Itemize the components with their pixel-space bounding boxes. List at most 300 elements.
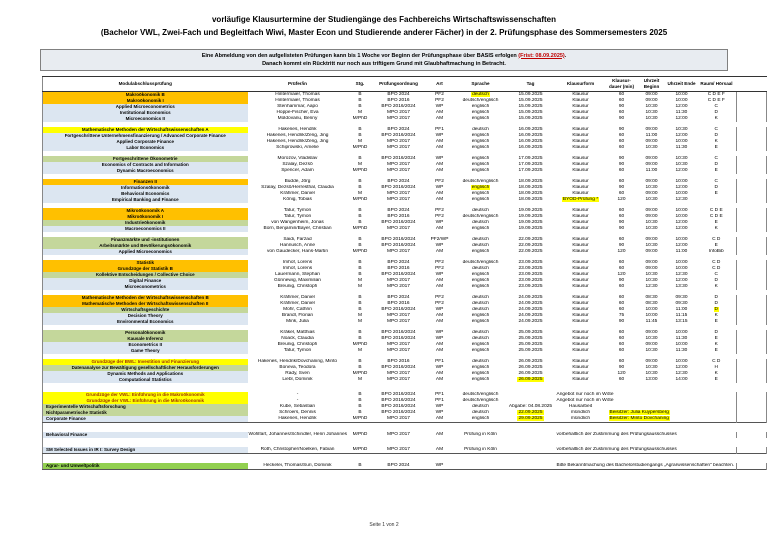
notice-line1 bbox=[41, 52, 727, 60]
cell-stg: M bbox=[358, 138, 362, 144]
cell-sprache: deutsch/englisch bbox=[462, 178, 499, 184]
cell-beginn: 10:30 bbox=[645, 115, 658, 121]
cell-ende: 11:30 bbox=[675, 335, 688, 341]
cell-sprache: englisch bbox=[471, 271, 490, 277]
cell-stg: M/PhD bbox=[352, 115, 368, 121]
cell-stg: M/PhD bbox=[352, 225, 368, 231]
cell-dauer: 90 bbox=[618, 364, 625, 370]
table-row bbox=[43, 260, 767, 266]
column-header-Raum/ Hörsaal: Raum/ Hörsaal bbox=[697, 77, 737, 91]
cell-stg: M bbox=[358, 318, 362, 324]
cell-pruefer: Hannusch, Anne bbox=[279, 242, 316, 248]
cell-raum: D bbox=[714, 277, 718, 283]
cell-raum: E bbox=[714, 376, 718, 382]
cell-po: BPO 2016 bbox=[387, 265, 410, 271]
cell-dauer: 60 bbox=[618, 283, 625, 289]
cell-sprache: englisch bbox=[471, 109, 490, 115]
row-spacer bbox=[43, 423, 767, 432]
cell-ende: 12:30 bbox=[675, 370, 688, 376]
cell-sprache: englisch bbox=[471, 312, 490, 318]
cell-ende: 10:00 bbox=[675, 358, 688, 364]
cell-sprache: englisch bbox=[471, 376, 490, 382]
cell-module: Computational Statistics bbox=[43, 377, 248, 383]
cell-stg: M/PhD bbox=[352, 431, 368, 437]
cell-pruefer: Günnewig, Maximilian bbox=[274, 277, 321, 283]
highlight-note: Beisitzer: Julia Kuypersberg bbox=[609, 409, 669, 415]
cell-tag: 19.09.2025 bbox=[518, 207, 543, 213]
cell-po: BPO 2016/2024 bbox=[381, 132, 416, 138]
cell-art: WP bbox=[435, 364, 444, 370]
table-row bbox=[43, 266, 767, 272]
cell-note: Angebot nur noch im WiSe bbox=[556, 391, 614, 397]
cell-module: Econometrics II bbox=[43, 342, 248, 348]
cell-pruefer: Hakenes, Hendrik/Zeng, Jing bbox=[266, 132, 329, 138]
cell-sprache: deutsch/englisch bbox=[462, 97, 499, 103]
cell-art: WP bbox=[435, 242, 444, 248]
cell-art: WP bbox=[435, 184, 444, 190]
cell-module: Mathematische Methoden der Wirtschaftswissenschaften II bbox=[43, 301, 248, 307]
cell-tag: 24.09.2025 bbox=[518, 294, 543, 300]
cell-module: Finanzmärkte und -institutionen bbox=[43, 237, 248, 243]
cell-ende: 10:00 bbox=[675, 329, 688, 335]
cell-ende: 10:00 bbox=[675, 178, 688, 184]
cell-pruefer: Mohr, Cathrin bbox=[283, 306, 312, 312]
cell-art: PF2 bbox=[435, 91, 444, 97]
cell-pruefer: Budde, Jörg bbox=[284, 178, 311, 184]
cell-ende: 11:15 bbox=[675, 312, 688, 318]
cell-pruefer: Imhof, Lorens bbox=[282, 265, 313, 271]
cell-tag: 23.09.2025 bbox=[518, 277, 543, 283]
cell-raum: C D E F bbox=[707, 97, 725, 103]
cell-stg: B bbox=[358, 391, 362, 397]
notice-line2: Danach kommt ein Rücktritt nur noch aus triftigem Grund mit Glaubhaftmachung in Betracht. bbox=[262, 60, 506, 67]
cell-art: AM bbox=[435, 431, 444, 437]
cell-art: AM bbox=[435, 109, 444, 115]
cell-pruefer: Spencer, Adam bbox=[281, 167, 314, 173]
column-header-empty bbox=[737, 77, 767, 91]
table-row bbox=[43, 127, 767, 133]
cell-raum: C D bbox=[712, 265, 721, 271]
cell-pruefer: Hakenes, Hendrik bbox=[278, 415, 317, 421]
cell-tag: 23.09.2025 bbox=[518, 259, 543, 265]
cell-klausurform: Klausur bbox=[572, 265, 589, 271]
cell-beginn: 11:00 bbox=[645, 167, 658, 173]
cell-tag: 23.09.2025 bbox=[518, 283, 543, 289]
cell-sprache: deutsch bbox=[472, 294, 489, 300]
cell-beginn: 12:30 bbox=[645, 283, 658, 289]
cell-pruefer: Szalay, Dezsö bbox=[282, 161, 313, 167]
table-row bbox=[43, 342, 767, 348]
cell-raum: E bbox=[714, 242, 718, 248]
cell-beginn: 10:30 bbox=[645, 347, 658, 353]
notice-line1-text: Eine Abmeldung von den aufgelisteten Prüfungen kann bis 1 Woche vor Beginn der Prüfungsphase über BASIS erfolgen bbox=[201, 52, 519, 59]
row-spacer bbox=[43, 383, 767, 392]
cell-dauer: 120 bbox=[617, 271, 626, 277]
cell-po: MPO 2017 bbox=[387, 161, 410, 167]
cell-module: Wirtschaftsgeschichte bbox=[43, 307, 248, 313]
cell-raum: InfoBib bbox=[708, 248, 724, 254]
cell-module: Agrar- und Umweltpolitik bbox=[43, 463, 248, 470]
cell-raum: K bbox=[714, 138, 718, 144]
cell-dauer: 60 bbox=[618, 167, 625, 173]
cell-klausurform: Klausur bbox=[572, 103, 589, 109]
cell-art: WP bbox=[435, 271, 444, 277]
cell-sprache: englisch bbox=[471, 277, 490, 283]
cell-art: AM bbox=[435, 446, 444, 452]
cell-po: MPO 2017 bbox=[387, 115, 410, 121]
cell-klausurform: Klausur bbox=[572, 115, 589, 121]
cell-stg: M/PhD bbox=[352, 341, 368, 347]
cell-sprache: englisch bbox=[471, 190, 490, 196]
cell-raum: H bbox=[714, 364, 718, 370]
cell-raum: D bbox=[714, 132, 718, 138]
cell-raum: E bbox=[714, 347, 718, 353]
cell-note: vorbehaltlich der Zustimmung des Prüfungsausschusses bbox=[556, 446, 677, 452]
cell-klausurform: Klausur bbox=[572, 213, 589, 219]
cell-stg: B bbox=[358, 265, 362, 271]
cell-tag: Abgabe: 04.08.2025 bbox=[508, 403, 553, 409]
cell-klausurform: Klausur bbox=[572, 144, 589, 150]
cell-sprache: englisch bbox=[471, 283, 490, 289]
highlight-sprache: deutsch bbox=[472, 91, 489, 97]
cell-module: Finanzen II bbox=[43, 179, 248, 185]
cell-raum: K bbox=[714, 370, 718, 376]
cell-sprache: deutsch bbox=[472, 265, 489, 271]
cell-stg: B bbox=[358, 397, 362, 403]
cell-art: PF2 bbox=[435, 178, 444, 184]
cell-pruefer: Liebl, Dominik bbox=[282, 376, 313, 382]
cell-stg: M bbox=[358, 277, 362, 283]
cell-klausurform: Klausur bbox=[572, 329, 589, 335]
cell-pruefer: Hakenes, Hendrik/Dovchaning, Minto bbox=[257, 358, 338, 364]
table-row bbox=[43, 208, 767, 214]
cell-raum: C D bbox=[712, 259, 721, 265]
row-spacer bbox=[43, 454, 767, 463]
column-header-Uhrzeit Beginn: Uhrzeit Beginn bbox=[637, 77, 667, 91]
cell-art: PF1 bbox=[435, 391, 444, 397]
cell-stg: B bbox=[358, 178, 362, 184]
cell-dauer: 90 bbox=[618, 126, 625, 132]
cell-tag: 22.09.2025 bbox=[518, 236, 543, 242]
table-row bbox=[43, 249, 767, 255]
cell-module: Kollektive Entscheidungen / Collective Choice bbox=[43, 272, 248, 278]
cell-raum: K bbox=[714, 312, 718, 318]
cell-module: Decision Theory bbox=[43, 313, 248, 319]
cell-module: Experimentelle Wirtschaftsforschung bbox=[43, 404, 248, 410]
cell-ende: 14:00 bbox=[675, 376, 688, 382]
cell-pruefer: Breunig, Christoph bbox=[277, 341, 318, 347]
cell-po: BPO 2016/2024 bbox=[381, 219, 416, 225]
cell-stg: B bbox=[358, 219, 362, 225]
cell-pruefer: König, Tobias bbox=[283, 196, 312, 202]
cell-tag: 26.09.2025 bbox=[518, 370, 543, 376]
cell-art: WP bbox=[435, 329, 444, 335]
table-row bbox=[43, 162, 767, 168]
cell-module: Statistik bbox=[43, 260, 248, 266]
cell-beginn: 09:00 bbox=[645, 138, 658, 144]
title-line2: (Bachelor VWL, Zwei-Fach und Begleitfach Wiwi, Master Econ und Studierende anderer Fächer) in der 2. Prüfungsphase des Sommersemesters 2025 bbox=[100, 27, 668, 37]
cell-module: Environmental Economics bbox=[43, 319, 248, 325]
cell-beginn: 10:30 bbox=[645, 219, 658, 225]
cell-pruefer: von Wangenheim, Jonas bbox=[271, 219, 324, 225]
cell-po: MPO 2017 bbox=[387, 138, 410, 144]
table-row bbox=[43, 272, 767, 278]
cell-klausurform: Klausur bbox=[572, 242, 589, 248]
cell-sprache: englisch bbox=[471, 115, 490, 121]
cell-tag: 17.09.2025 bbox=[518, 167, 543, 173]
cell-sprache: englisch bbox=[471, 167, 490, 173]
cell-dauer: 60 bbox=[618, 329, 625, 335]
cell-po: BPO 2016/2024 bbox=[381, 236, 416, 242]
cell-dauer: 60 bbox=[618, 306, 625, 312]
cell-module: Microeconometrics bbox=[43, 284, 248, 290]
table-row bbox=[43, 243, 767, 249]
cell-klausurform: Klausur bbox=[572, 126, 589, 132]
cell-stg: B bbox=[358, 335, 362, 341]
cell-po: BPO 2016/2024 bbox=[381, 155, 416, 161]
cell-module: Grundzüge der VWL: Einführung in die Makroökonomik bbox=[43, 392, 248, 398]
cell-pruefer: Szalay, Dezsö/Herresthal, Claudia bbox=[261, 184, 334, 190]
table-row bbox=[43, 336, 767, 342]
exam-table-body bbox=[43, 91, 767, 470]
cell-stg: B bbox=[358, 132, 362, 138]
cell-tag: 17.09.2025 bbox=[518, 155, 543, 161]
cell-dauer: 90 bbox=[618, 277, 625, 283]
cell-sprache: deutsch/englisch bbox=[462, 213, 499, 219]
highlight-klausurform: BYOD-Prüfung * bbox=[562, 196, 599, 202]
cell-sprache: deutsch bbox=[472, 329, 489, 335]
cell-stg: M bbox=[358, 109, 362, 115]
cell-ende: 11:30 bbox=[675, 347, 688, 353]
cell-pruefer: Morozov, Vladislav bbox=[277, 155, 318, 161]
cell-module: Digital Finance bbox=[43, 278, 248, 284]
cell-po: MPO 2017 bbox=[387, 225, 410, 231]
cell-note: Bitte Bekanntmachung des Bachelorstudiengangs „Agrarwissenschaften“ beachten. bbox=[556, 462, 735, 468]
cell-module: Makroökonomik I bbox=[43, 98, 248, 104]
cell-ende: 10:00 bbox=[675, 213, 688, 219]
cell-klausurform: Klausur bbox=[572, 190, 589, 196]
cell-dauer: 75 bbox=[618, 312, 625, 318]
cell-module: Kausale Inferenz bbox=[43, 336, 248, 342]
cell-module: Personalökonomik bbox=[43, 330, 248, 336]
table-row bbox=[43, 197, 767, 203]
cell-po: MPO 2017 bbox=[387, 196, 410, 202]
table-row bbox=[43, 220, 767, 226]
table-row bbox=[43, 359, 767, 365]
cell-dauer: 60 bbox=[618, 335, 625, 341]
cell-art: PF1 bbox=[435, 126, 444, 132]
cell-pruefer: Born, Benjamin/Bayer, Christian bbox=[263, 225, 332, 231]
cell-pruefer: Stenhammar, Aapo bbox=[277, 103, 318, 109]
cell-dauer: 60 bbox=[618, 138, 625, 144]
table-row bbox=[43, 179, 767, 185]
cell-stg: B bbox=[358, 294, 362, 300]
cell-dauer: 60 bbox=[618, 265, 625, 271]
cell-module: Game Theory bbox=[43, 348, 248, 354]
cell-ende: 10:00 bbox=[675, 259, 688, 265]
cell-stg: B bbox=[358, 403, 362, 409]
cell-beginn: 09:00 bbox=[645, 91, 658, 97]
cell-beginn: 09:00 bbox=[645, 213, 658, 219]
cell-stg: B bbox=[358, 300, 362, 306]
cell-art: WP bbox=[435, 132, 444, 138]
table-row bbox=[43, 116, 767, 122]
cell-klausurform: Klausur bbox=[572, 225, 589, 231]
cell-raum: C bbox=[714, 178, 718, 184]
cell-stg: B bbox=[358, 126, 362, 132]
cell-raum: C D bbox=[712, 358, 721, 364]
cell-sprache: englisch bbox=[471, 318, 490, 324]
cell-klausurform: Klausur bbox=[572, 358, 589, 364]
cell-klausurform: Klausur bbox=[572, 306, 589, 312]
cell-po: BPO 2024 bbox=[387, 207, 410, 213]
cell-ende: 12:00 bbox=[675, 225, 688, 231]
cell-art: AM bbox=[435, 144, 444, 150]
cell-beginn: 09:00 bbox=[645, 190, 658, 196]
cell-beginn: 09:00 bbox=[645, 97, 658, 103]
cell-tag: 17.09.2025 bbox=[518, 161, 543, 167]
cell-pruefer: Mink, Julia bbox=[286, 318, 309, 324]
cell-po: MPO 2017 bbox=[387, 446, 410, 452]
cell-pruefer: Rady, Sven bbox=[285, 370, 310, 376]
cell-art: PF2 bbox=[435, 207, 444, 213]
cell-tag: 22.09.2025 bbox=[518, 248, 543, 254]
cell-module: Mathematische Methoden der Wirtschaftswissenschaften B bbox=[43, 295, 248, 301]
cell-sprache: englisch bbox=[471, 347, 490, 353]
cell-po: BPO 2024 bbox=[387, 294, 410, 300]
cell-stg: B bbox=[358, 184, 362, 190]
cell-stg: B bbox=[358, 329, 362, 335]
cell-pruefer: Roth, Christopher/Noelken, Fabian bbox=[260, 446, 335, 452]
cell-stg: M/PhD bbox=[352, 248, 368, 254]
cell-sprache: englisch bbox=[471, 144, 490, 150]
highlight-note: Beisitzer: Minto Dovchaning bbox=[609, 415, 669, 421]
cell-module: Nichtparametrische Statistik bbox=[43, 410, 248, 416]
cell-stg: B bbox=[358, 236, 362, 242]
cell-sprache: deutsch bbox=[472, 403, 489, 409]
cell-art: AM bbox=[435, 347, 444, 353]
cell-beginn: 10:00 bbox=[645, 312, 658, 318]
cell-dauer: 60 bbox=[618, 207, 625, 213]
cell-module: Corporate Finance bbox=[43, 416, 248, 423]
cell-klausurform: Klausur bbox=[572, 91, 589, 97]
cell-sprache: englisch bbox=[471, 370, 490, 376]
spacer-cell bbox=[43, 454, 767, 463]
cell-raum: E bbox=[714, 335, 718, 341]
cell-pruefer: - bbox=[296, 391, 299, 397]
cell-klausurform: Klausur bbox=[572, 219, 589, 225]
cell-beginn: 10:30 bbox=[645, 225, 658, 231]
cell-raum: E bbox=[714, 144, 718, 150]
cell-sprache: deutsch bbox=[472, 242, 489, 248]
section-divider bbox=[43, 469, 767, 470]
table-row bbox=[43, 91, 767, 98]
cell-sprache: englisch bbox=[471, 364, 490, 370]
column-header-Stg.: Stg. bbox=[348, 77, 373, 91]
highlight-tag: 22.09.2025 bbox=[518, 409, 543, 415]
cell-tag: 18.09.2025 bbox=[518, 178, 543, 184]
cell-ende: 10:00 bbox=[675, 91, 688, 97]
cell-tag: 23.09.2025 bbox=[518, 271, 543, 277]
cell-klausurform: Klausur bbox=[572, 341, 589, 347]
cell-po: BPO 2016/2024 bbox=[381, 335, 416, 341]
cell-art: WP bbox=[435, 335, 444, 341]
cell-po: MPO 2017 bbox=[387, 312, 410, 318]
cell-beginn: 10:30 bbox=[645, 370, 658, 376]
cell-po: BPO 2016/2024 bbox=[381, 391, 416, 397]
cell-klausurform: mündlich bbox=[570, 409, 591, 415]
column-header-Klausurform: Klausurform bbox=[555, 77, 607, 91]
cell-ende: 12:00 bbox=[675, 103, 688, 109]
cell-sprache: englisch bbox=[471, 196, 490, 202]
cell-po: BPO 2016/2024 bbox=[381, 409, 416, 415]
cell-art: PF2 bbox=[435, 259, 444, 265]
cell-module: Dynamic Macroeconomics bbox=[43, 168, 248, 174]
notice-line1-end: . bbox=[564, 52, 567, 59]
column-header-Prüfer/in: Prüfer/in bbox=[248, 77, 348, 91]
cell-ende: 13:30 bbox=[675, 283, 688, 289]
cell-beginn: 08:30 bbox=[645, 294, 658, 300]
cell-raum: E bbox=[714, 167, 718, 173]
cell-tag: 16.09.2025 bbox=[518, 126, 543, 132]
cell-po: MPO 2017 bbox=[387, 431, 410, 437]
cell-ende: 10:00 bbox=[675, 97, 688, 103]
page-title bbox=[0, 0, 768, 40]
exam-schedule-table bbox=[42, 76, 767, 469]
table-row bbox=[43, 371, 767, 377]
cell-dauer: 90 bbox=[618, 103, 625, 109]
cell-klausurform: Klausur bbox=[572, 376, 589, 382]
cell-pruefer: Tatur, Tymon bbox=[283, 207, 312, 213]
cell-module: Institutional Economics bbox=[43, 110, 248, 116]
cell-art: WP bbox=[435, 403, 444, 409]
cell-raum: K bbox=[714, 283, 718, 289]
cell-ende: 10:00 bbox=[675, 236, 688, 242]
highlight-tag: 26.09.2025 bbox=[518, 376, 543, 382]
cell-art: AM bbox=[435, 115, 444, 121]
cell-sprache: englisch bbox=[471, 138, 490, 144]
cell-raum: C bbox=[714, 103, 718, 109]
cell-dauer: 60 bbox=[618, 109, 625, 115]
cell-module: Microeconomics II bbox=[43, 116, 248, 122]
cell-ende: 11:30 bbox=[675, 109, 688, 115]
cell-po: BPO 2016/2024 bbox=[381, 306, 416, 312]
cell-po: MPO 2017 bbox=[387, 415, 410, 421]
cell-tag: 15.09.2025 bbox=[518, 97, 543, 103]
cell-note: Angebot nur noch im WiSe bbox=[556, 397, 614, 403]
cell-art: AM bbox=[435, 415, 444, 421]
cell-dauer: 120 bbox=[617, 196, 626, 202]
cell-module: Behavioral Economics bbox=[43, 191, 248, 197]
cell-sprache: deutsch/englisch bbox=[462, 259, 499, 265]
cell-stg: B bbox=[358, 358, 362, 364]
cell-klausurform: Klausur bbox=[572, 236, 589, 242]
cell-art: WP bbox=[435, 155, 444, 161]
cell-tag: 26.09.2025 bbox=[518, 358, 543, 364]
cell-art: PF2 bbox=[435, 294, 444, 300]
cell-sprache: deutsch bbox=[472, 236, 489, 242]
cell-beginn: 10:30 bbox=[645, 242, 658, 248]
cell-dauer: 120 bbox=[617, 370, 626, 376]
cell-stg: B bbox=[358, 271, 362, 277]
column-header-Sprache: Sprache bbox=[455, 77, 507, 91]
cell-sprache: Prüfung in Köln bbox=[464, 446, 497, 452]
table-row bbox=[43, 278, 767, 284]
cell-tag: 18.09.2025 bbox=[518, 190, 543, 196]
table-row bbox=[43, 307, 767, 313]
cell-module: Arbeitsmärkte und Bevölkerungsökonomik bbox=[43, 243, 248, 249]
cell-beginn: 10:30 bbox=[645, 184, 658, 190]
